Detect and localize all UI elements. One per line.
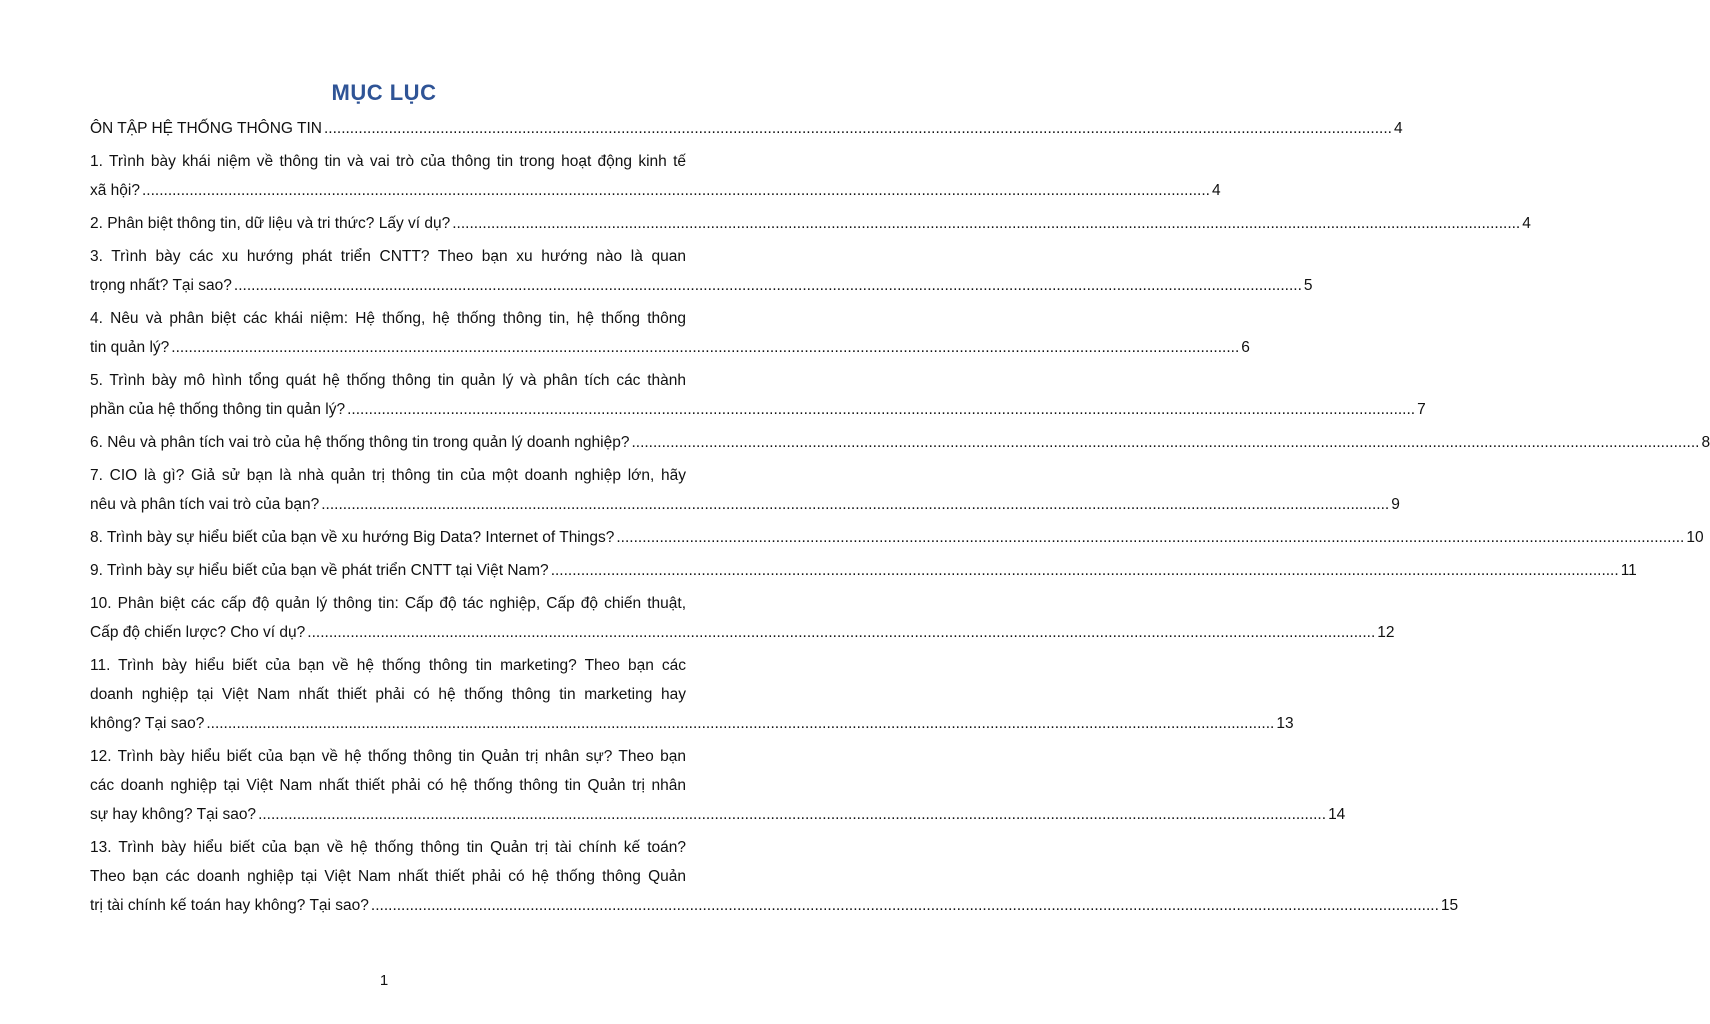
toc-entry-last-line: [90, 114, 1403, 143]
toc-entry-text-line: Theo bạn các doanh nghiệp tại Việt Nam nhất thiết phải có hệ thống thông Quản: [90, 868, 686, 885]
dot-leader: [307, 624, 1375, 641]
toc-page-number: 4: [1211, 182, 1221, 199]
toc-page-number: 10: [1686, 529, 1704, 546]
toc-entry[interactable]: [90, 147, 1221, 205]
dot-leader: [616, 529, 1684, 546]
toc-page-number: 4: [1393, 120, 1403, 137]
dot-leader: [321, 496, 1389, 513]
toc-entry-text-line: doanh nghiệp tại Việt Nam nhất thiết phải có hệ thống thông tin marketing hay: [90, 686, 686, 703]
toc-entry[interactable]: [90, 651, 1294, 738]
toc-entry[interactable]: [90, 833, 1459, 920]
toc-entry[interactable]: [90, 556, 1637, 585]
toc-entry-text-line: 12. Trình bày hiểu biết của bạn về hệ thống thông tin Quản trị nhân sự? Theo bạn: [90, 748, 686, 765]
dot-leader: [347, 401, 1415, 418]
toc-entry-last-line: [90, 556, 1637, 585]
toc-entry-text: 9. Trình bày sự hiểu biết của bạn về phát triển CNTT tại Việt Nam?: [90, 562, 549, 579]
toc-entry-last-line: [90, 800, 1346, 829]
dot-leader: [142, 182, 1210, 199]
toc-page-number: 7: [1417, 401, 1426, 418]
dot-leader: [234, 277, 1302, 294]
toc-entry[interactable]: [90, 114, 1403, 143]
toc-page-number: 6: [1241, 339, 1250, 356]
toc-entry[interactable]: [90, 242, 1313, 300]
toc-entry-last-line: [90, 618, 1395, 647]
toc-entry[interactable]: [90, 742, 1346, 829]
toc-entry-text: phần của hệ thống thông tin quản lý?: [90, 401, 346, 418]
toc-entry-text-line: 1. Trình bày khái niệm về thông tin và vai trò của thông tin trong hoạt động kinh tế: [90, 153, 686, 170]
toc-entry-last-line: [90, 333, 1250, 362]
toc-entry[interactable]: [90, 589, 1395, 647]
toc-entry[interactable]: [90, 366, 1426, 424]
toc-page-number: 5: [1303, 277, 1313, 294]
toc-entry-text-line: 13. Trình bày hiểu biết của bạn về hệ thống thông tin Quản trị tài chính kế toán?: [90, 839, 686, 856]
toc-entry-text-line: 11. Trình bày hiểu biết của bạn về hệ thống thông tin marketing? Theo bạn các: [90, 657, 686, 674]
dot-leader: [324, 120, 1392, 137]
toc-entry-last-line: [90, 709, 1294, 738]
toc-entry-last-line: [90, 271, 1313, 300]
toc-entry-text: trọng nhất? Tại sao?: [90, 277, 232, 294]
toc-entry-last-line: [90, 428, 1710, 457]
toc-entry-text: 6. Nêu và phân tích vai trò của hệ thống thông tin trong quản lý doanh nghiệp?: [90, 434, 630, 451]
toc-page-number: 12: [1377, 624, 1395, 641]
toc-page-number: 9: [1391, 496, 1400, 513]
toc-page-number: 15: [1440, 897, 1459, 914]
toc-page-number: 8: [1701, 434, 1710, 451]
toc-entry-text-line: 5. Trình bày mô hình tổng quát hệ thống thông tin quản lý và phân tích các thành: [90, 372, 686, 389]
toc-entry-text-line: 3. Trình bày các xu hướng phát triển CNTT? Theo bạn xu hướng nào là quan: [90, 248, 686, 265]
toc-entry-text-line: 10. Phân biệt các cấp độ quản lý thông tin: Cấp độ tác nghiệp, Cấp độ chiến thuật,: [90, 595, 686, 612]
page-number: 1: [379, 972, 389, 989]
dot-leader: [452, 215, 1520, 232]
toc-entry[interactable]: [90, 209, 1531, 238]
toc-entry-last-line: [90, 490, 1400, 519]
toc-page-number: 11: [1620, 562, 1637, 579]
toc-page-number: 13: [1276, 715, 1294, 732]
dot-leader: [171, 339, 1239, 356]
table-of-contents: [90, 114, 1710, 924]
toc-entry[interactable]: [90, 523, 1704, 552]
toc-entry[interactable]: [90, 304, 1250, 362]
toc-entry-last-line: [90, 891, 1459, 920]
toc-entry-text: không? Tại sao?: [90, 715, 205, 732]
toc-entry-text-line: các doanh nghiệp tại Việt Nam nhất thiết phải có hệ thống thông tin Quản trị nhân: [90, 777, 686, 794]
dot-leader: [551, 562, 1619, 579]
toc-entry-last-line: [90, 395, 1426, 424]
dot-leader: [371, 897, 1439, 914]
toc-entry-last-line: [90, 176, 1221, 205]
toc-page-number: 4: [1522, 215, 1531, 232]
toc-entry-last-line: [90, 523, 1704, 552]
toc-entry[interactable]: [90, 428, 1710, 457]
toc-entry-text-line: 4. Nêu và phân biệt các khái niệm: Hệ thống, hệ thống thông tin, hệ thống thông: [90, 310, 686, 327]
toc-entry-last-line: [90, 209, 1531, 238]
toc-entry-text: sự hay không? Tại sao?: [90, 806, 257, 823]
dot-leader: [258, 806, 1326, 823]
toc-entry[interactable]: [90, 461, 1400, 519]
page-title: MỤC LỤC: [331, 80, 437, 105]
toc-entry-text: Cấp độ chiến lược? Cho ví dụ?: [90, 624, 306, 641]
toc-entry-text: 8. Trình bày sự hiểu biết của bạn về xu hướng Big Data? Internet of Things?: [90, 529, 615, 546]
toc-entry-text: tin quản lý?: [90, 339, 170, 356]
toc-entry-text: nêu và phân tích vai trò của bạn?: [90, 496, 320, 513]
dot-leader: [206, 715, 1274, 732]
dot-leader: [631, 434, 1699, 451]
toc-entry-text: xã hội?: [90, 182, 140, 199]
toc-entry-text: trị tài chính kế toán hay không? Tại sao?: [90, 897, 369, 914]
toc-entry-text: ÔN TẬP HỆ THỐNG THÔNG TIN: [90, 120, 322, 137]
toc-entry-text: 2. Phân biệt thông tin, dữ liệu và tri thức? Lấy ví dụ?: [90, 215, 451, 232]
toc-page-number: 14: [1328, 806, 1346, 823]
toc-entry-text-line: 7. CIO là gì? Giả sử bạn là nhà quản trị thông tin của một doanh nghiệp lớn, hãy: [90, 467, 686, 484]
